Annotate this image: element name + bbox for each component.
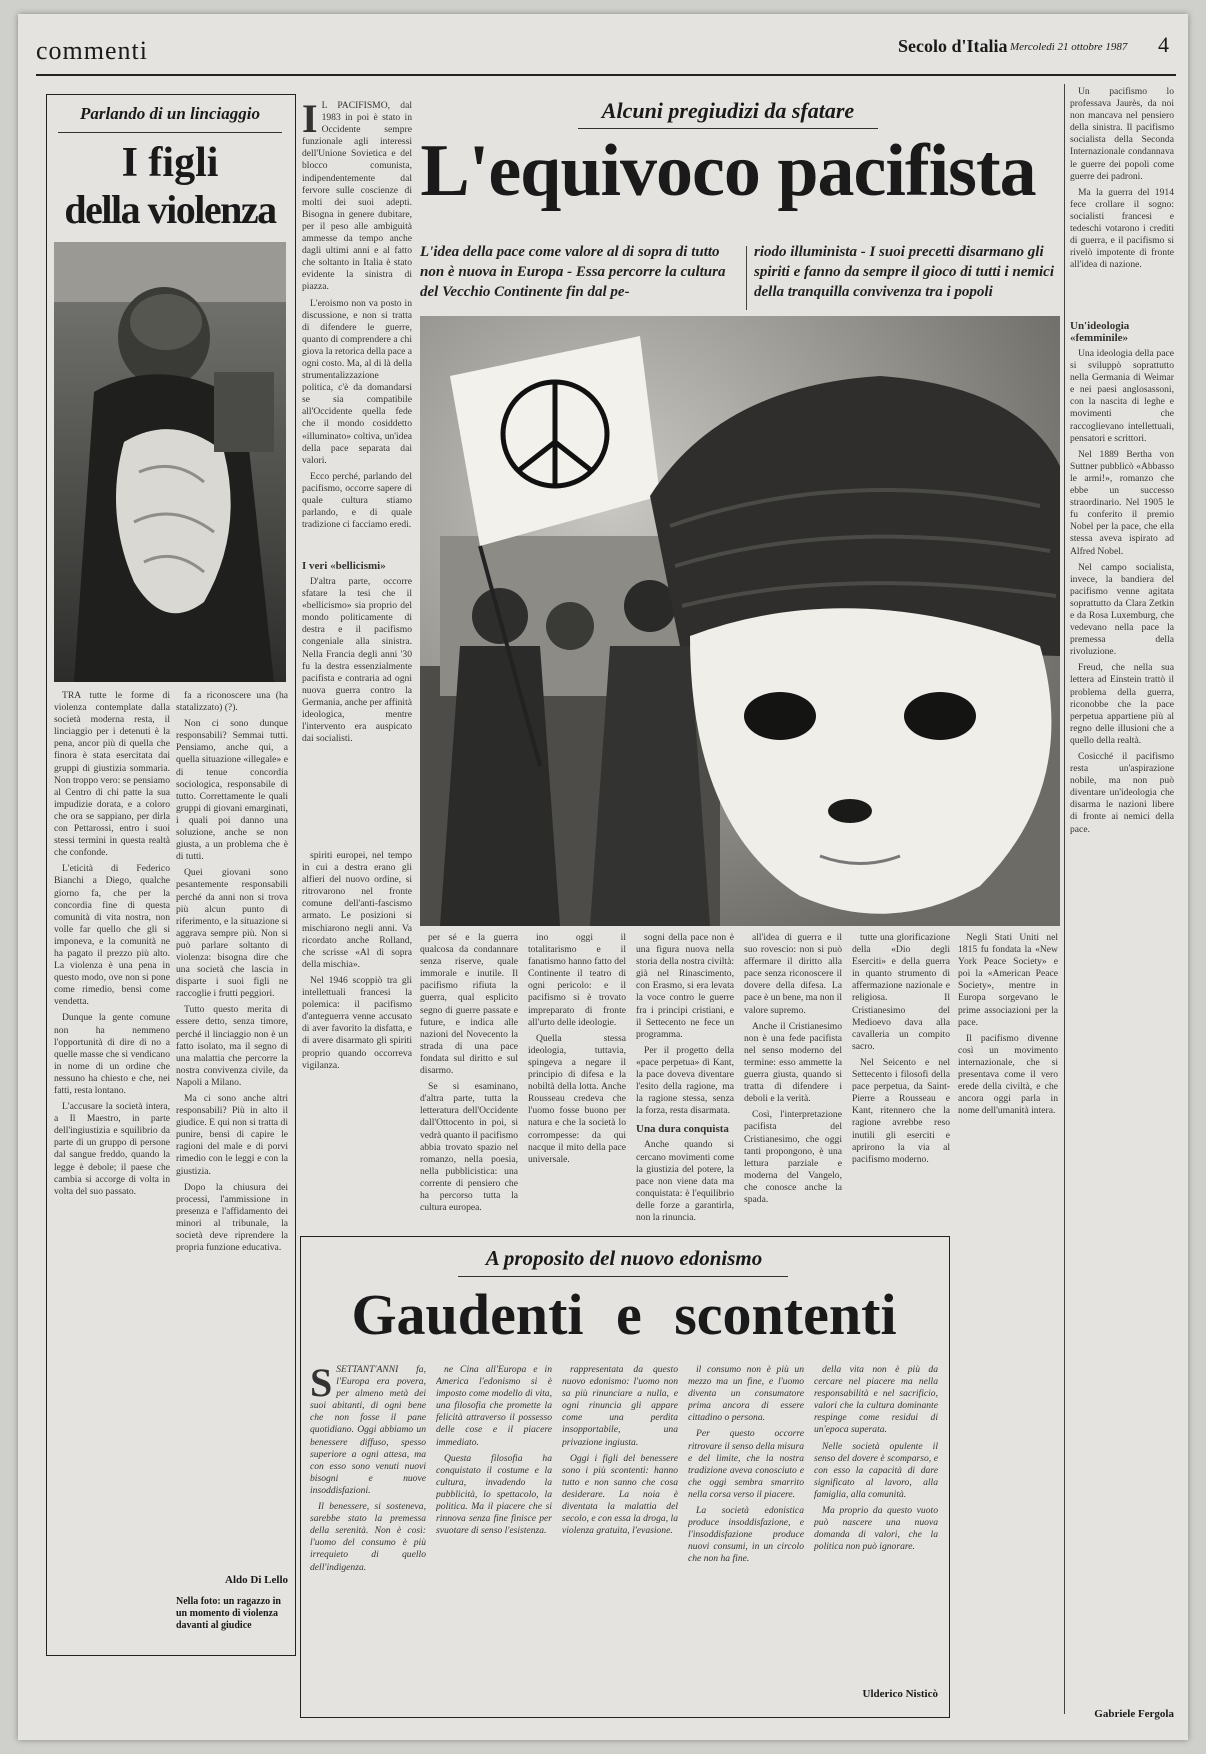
paragraph: Nelle società opulente il senso del dovere è scomparso, e con esso la capacità di dare significato al lavoro, alla famiglia, alla comunità. — [814, 1440, 938, 1500]
paragraph: Quella stessa ideologia, tuttavia, spingeva a negare il principio di difesa e la nobiltà della lotta. Anche Rousseau credeva che l'uomo fosse buono per natura e che la società lo corrompesse: da qui nacque il mito della pace universale. — [528, 1032, 626, 1165]
paragraph: L'eroismo non va posto in discussione, e non si tratta di difendere le guerre, quanto di comprendere a chi giova la retorica della pace a ogni costo. Ma, al di là della strumentalizzazione politica, c'è da domandarsi se sia compatibile all'Occidente quella fede che il mondo cosiddetto «illuminato» coltiva, un'idea della pace separata dai valori. — [302, 297, 412, 466]
paragraph: ino oggi il totalitarismo e il fanatismo hanno fatto del Continente il teatro di ogni pericolo: e il pacifismo si è trovato impreparato di fronte all'urto delle ideologie. — [528, 932, 626, 1028]
paragraph: tutte una glorificazione della «Dio degli Eserciti» e della guerra in quanto strumento di affermazione nazionale e religiosa. Il Cristianesimo del Medioevo dava alla cavalleria un compito sacro. — [852, 932, 950, 1052]
paragraph: L PACIFISMO, dal 1983 in poi è stato in Occidente sempre funzionale agli interessi dell'Unione Sovietica e del blocco comunista, indipendentemente dal fervore sulle coscienze di molti dei suoi adepti. Bisogna in genere dubitare, per il peso alle ambiguità ammesse da tempo anche dagli ultimi anni e al fatto che soltanto in Italia è stato evidente la sinistra di piazza. — [302, 100, 412, 293]
page-header — [18, 14, 1188, 64]
paragraph: Dopo la chiusura dei processi, l'ammissione in presenza e l'affidamento dei minori al tribunale, la società deve riprendere la propria funzione educativa. — [176, 1181, 288, 1254]
bottom-article-kicker: A proposito del nuovo edonismo — [485, 1246, 763, 1270]
paragraph: Ecco perché, parlando del pacifismo, occorre sapere di quale cultura stiamo parlando, e di quale tradizione ci facciamo eredi. — [302, 470, 412, 531]
paragraph: Nel campo socialista, invece, la bandiera del pacifismo venne agitata soprattutto da Clara Zetkin e da Rosa Luxemburg, che vedevano nella pace la premessa della rivoluzione. — [1070, 561, 1174, 658]
paragraph: Negli Stati Uniti nel 1815 fu fondata la «New York Peace Society» e poi la «American Peace Society», mentre in Europa sorgevano le prime associazioni per la pace. — [958, 932, 1058, 1028]
paragraph: Il pacifismo divenne così un movimento internazionale, che si presentava come il vero erede della civiltà, e che ancora oggi parla in nome dell'umanità intera. — [958, 1032, 1058, 1117]
paragraph: Ma proprio da questo vuoto può nascere una nuova domanda di valori, che la politica non può ignorare. — [814, 1505, 938, 1553]
left-article-col-1 — [54, 690, 170, 1620]
subhead-ideologia-femminile: Un'ideologia «femminile» — [1070, 320, 1130, 344]
paragraph: sogni della pace non è una figura nuova nella storia della nostra civiltà: già nel Rinascimento, con Erasmo, si era levata la voce contro le guerre fra i principi cristiani, e il Settecento ne fece un programma. — [636, 932, 734, 1040]
bottom-article-headline: Gaudenti e scontenti — [351, 1282, 897, 1347]
main-article-col-1-bottom — [302, 554, 412, 844]
main-article-col-1-continued — [302, 850, 412, 1226]
bottom-kicker-rule — [458, 1276, 788, 1277]
drop-cap: S — [310, 1364, 333, 1405]
paragraph: Nel Seicento e nel Settecento i filosofi della pace perpetua, da Saint-Pierre a Rousseau e Kant, ritennero che la ragione avrebbe reso inutili gli eserciti e aprirono la via al pacifismo moderno. — [852, 1056, 950, 1165]
left-article-photo — [54, 242, 286, 682]
drop-cap: I — [302, 100, 318, 141]
section-label: commenti — [36, 36, 148, 65]
paragraph: Tutto questo merita di essere detto, senza timore, perché il linciaggio non è un fatto isolato, ma il segno di una malattia che percorre la nostra convivenza civile, da Napoli a Milano. — [176, 1004, 288, 1088]
paragraph: Questa filosofia ha conquistato il costume e la cultura, invadendo la pubblicità, lo spettacolo, la politica. Ma il piacere che si rinnova senza fine finisce per svuotare di senso l'esistenza. — [436, 1452, 552, 1537]
main-article-col-e-top — [852, 932, 950, 1228]
deck-divider — [746, 246, 747, 310]
main-article-col-e — [958, 932, 1058, 1702]
subhead-veri-bellicismi: I veri «bellicismi» — [302, 560, 386, 572]
main-article-col-b — [528, 932, 626, 1228]
left-article-headline-2: della violenza — [64, 187, 276, 232]
left-article-signature: Aldo Di Lello — [225, 1574, 288, 1586]
main-article-kicker: Alcuni pregiudizi da sfatare — [601, 98, 855, 123]
main-article-col-c — [636, 932, 734, 1228]
paragraph: TRA tutte le forme di violenza contemplate dalla società moderna resta, il linciaggio per i detenuti è la pena, ancor più di quella che finora è stata esercitata dai gruppi di giustizia sommaria. Non troppo vero: se pensiamo al Centro di chi patte la sua impudizie dorata, e a coloro che ora se sappiano, per dirla con Pettarossi, entro i suoi stessi termini in questa realtà che confonde. — [54, 690, 170, 859]
issue-date: Mercoledì 21 ottobre 1987 — [1010, 41, 1128, 53]
main-article-col-1-top — [302, 100, 412, 548]
paragraph: della vita non è più da cercare nel piacere ma nella responsabilità e nel sacrificio, valori che la cultura dominante respinge come residui di un'epoca superata. — [814, 1364, 938, 1436]
newspaper-page — [18, 14, 1188, 1740]
paragraph: Ma ci sono anche altri responsabili? Più in alto il giudice. E qui non si tratta di punire, bensì di capire le ragioni del male e di porvi rimedio con le leggi e con la giustizia. — [176, 1093, 288, 1177]
bottom-article-col-2 — [436, 1364, 552, 1704]
photo-young-man-icon — [54, 242, 286, 682]
paragraph: D'altra parte, occorre sfatare la tesi che il «bellicismo» sia proprio del mondo politicamente di destra e il pacifismo congeniale alla sinistra. Nella Francia degli anni '30 fu la destra essenzialmente pacifista e contraria ad ogni nuova guerra contro la Germania, anche per affinità ideologica, mentre l'intervento era auspicato dai socialisti. — [302, 576, 412, 745]
left-article-kicker: Parlando di un linciaggio — [80, 104, 260, 123]
main-article-photo — [420, 316, 1060, 926]
paragraph: Una ideologia della pace si sviluppò soprattutto nella Germania di Weimar e nei paesi anglosassoni, con la nascita di leghe e movimenti che raccoglievano intellettuali, pensatori e scrittori. — [1070, 348, 1174, 444]
paragraph: Non ci sono dunque responsabili? Semmai tutti. Pensiamo, anche qui, a quella situazione «illegale» e di tenue concordia sociologica, responsabile di tutto. Correttamente le quali gruppi di giovani emarginati, i quali poi danno una soluzione, anche se non giusta, a un problema che è di tutti. — [176, 718, 288, 863]
paragraph: Per questo occorre ritrovare il senso della misura e del limite, che la nostra tradizione aveva conosciuto e che oggi sembra smarrito nella corsa verso il piacere. — [688, 1428, 804, 1500]
main-article-col-d — [744, 932, 842, 1228]
photo-masked-protester-icon — [420, 316, 1060, 926]
paragraph: Ma la guerra del 1914 fece crollare il sogno: socialisti francesi e tedeschi votarono i crediti di guerra, e il pacifismo si rivelò impotente di fronte all'idea di nazione. — [1070, 186, 1174, 271]
right-column-divider — [1064, 84, 1065, 1714]
main-article-deck-right: riodo illuminista - I suoi precetti disarmano gli spiriti e fanno da sempre il gioco di tutti i nemici della tranquilla convivenza tra i popoli — [754, 244, 1055, 300]
paragraph: Per il progetto della «pace perpetua» di Kant, la pace doveva diventare l'esito della ragione, ma la ragione stessa, senza la forza, resta disarmata. — [636, 1044, 734, 1117]
main-article-deck-left: L'idea della pace come valore al di sopra di tutto non è nuova in Europa - Essa percorre la cultura del Vecchio Continente fin dal pe- — [420, 244, 726, 300]
paragraph: Un pacifismo lo professava Jaurès, da noi non mancava nel pensiero della sinistra. Il pacifismo socialista della Seconda Internazionale condannava le guerre dei popoli come guerre dei padroni. — [1070, 86, 1174, 182]
paragraph: L'accusare la società intera, a Il Maestro, in parte dell'ingiustizia e squilibrio da parte di un gruppo di persone dal sangue freddo, quando la legge è debole; il paese che cambia si accorge di volta in volta del suo passato. — [54, 1101, 170, 1197]
paragraph: per sé e la guerra qualcosa da condannare senza riserve, quale immorale e inutile. Il pacifismo rifiuta la guerra, qual esplicito segno di guerre passate e future, e indica alle nazioni del Novecento la strada di una pace fondata sul diritto e sul disarmo. — [420, 932, 518, 1077]
paragraph: Dunque la gente comune non ha nemmeno l'opportunità di dire di no a quelle masse che si vendicano in nome di un ordine che nessuno ha chiesto e che, nei fatti, resta lontano. — [54, 1012, 170, 1096]
paragraph: all'idea di guerra e il suo rovescio: non si può affermare il diritto alla pace senza riconoscere il dovere della difesa. La pace è un bene, ma non il valore supremo. — [744, 932, 842, 1016]
paragraph: fa a riconoscere una (ha statalizzato) (?). — [176, 690, 288, 714]
paragraph: spiriti europei, nel tempo in cui a destra erano gli alfieri del nuovo ordine, si ritrovarono nel fronte comune dell'anti-fascismo armato. Le posizioni si mischiarono negli anni. Va ricordato anche Rolland, che scrisse «Al di sopra della mischia». — [302, 850, 412, 970]
paragraph: L'eticità di Federico Bianchi a Diego, qualche giorno fa, che per la concordia fine di questa comunità di vita nostra, non volle far quello che gli si imponeva, e la comunità ne ha pagato il prezzo più alto. La violenza è una pena in questo modo, ove non si pone come rimedio, bensì come vendetta. — [54, 863, 170, 1008]
main-kicker-rule — [578, 128, 878, 129]
main-article-col-a — [420, 932, 518, 1228]
left-article-col-2 — [176, 690, 288, 1570]
left-article-photo-caption: Nella foto: un ragazzo in un momento di violenza davanti al giudice — [176, 1596, 281, 1631]
main-article-right-col-top — [1070, 86, 1174, 316]
bottom-article-signature: Ulderico Nisticò — [862, 1688, 938, 1700]
main-article-right-col — [1070, 314, 1174, 1704]
paragraph: Cosicché il pacifismo resta un'aspirazione nobile, ma non può diventare un'ideologia che disarma le nazioni libere di fronte ai nemici della pace. — [1070, 751, 1174, 835]
paragraph: La società edonistica produce insoddisfazione, e l'insoddisfazione produce nuovi consumi, in un circolo che non ha fine. — [688, 1505, 804, 1565]
left-kicker-rule — [58, 132, 282, 133]
paragraph: Anche quando si cercano movimenti come la giustizia del potere, la pace non viene data ma conquistata: è l'equilibrio delle forze a garantirla, non la rinuncia. — [636, 1139, 734, 1223]
main-article-signature: Gabriele Fergola — [1094, 1708, 1174, 1720]
paragraph: Nel 1889 Bertha von Suttner pubblicò «Abbasso le armi!», romanzo che ebbe un successo straordinario. Nel 1905 le fu conferito il premio Nobel per la pace, che ella stessa aveva ispirato ad Alfred Nobel. — [1070, 448, 1174, 557]
paragraph: Anche il Cristianesimo non è una fede pacifista nel senso moderno del termine: esso ammette la guerra giusta, quando si tratta di difendere i deboli e la verità. — [744, 1020, 842, 1105]
paragraph: Nel 1946 scoppiò tra gli intellettuali francesi la polemica: il pacifismo d'anteguerra venne accusato di aver favorito la disfatta, e di avere disarmato gli spiriti proprio quando occorreva vigilanza. — [302, 974, 412, 1071]
left-article-headline-1: I figli — [121, 140, 219, 186]
bottom-article-col-4 — [688, 1364, 804, 1704]
main-article-headline: L'equivoco pacifista — [420, 130, 1036, 212]
newspaper-name: Secolo d'Italia — [898, 36, 1008, 56]
paragraph: Quei giovani sono pesantemente responsabili perché da anni non si trova più alcun punto di riferimento, e la situazione si aggrava sempre più. Non si può parlare soltanto di violenza: bisogna dire che una società che lascia in disparte i suoi figli ne raccoglie i frutti peggiori. — [176, 867, 288, 1000]
bottom-article-col-1 — [310, 1364, 426, 1704]
bottom-article-col-5 — [814, 1364, 938, 1682]
page-number: 4 — [1158, 32, 1169, 57]
subhead-dura-conquista: Una dura conquista — [636, 1123, 729, 1136]
paragraph: Freud, che nella sua lettera ad Einstein trattò il problema della guerra, riconobbe che la pace perpetua appartiene più al regno delle illusioni che a quello della realtà. — [1070, 662, 1174, 746]
paragraph: Il benessere, si sosteneva, sarebbe stato la premessa della serenità. Non è così: l'uomo del consumo è più irrequieto di quello dell'indigenza. — [310, 1501, 426, 1573]
paragraph: Oggi i figli del benessere sono i più scontenti: hanno tutto e non sanno che cosa desiderare. La noia è diventata la malattia del secolo, e con essa la droga, la violenza gratuita, l'evasione. — [562, 1452, 678, 1537]
paragraph: SETTANT'ANNI fa, l'Europa era povera, per almeno metà dei suoi abitanti, di ogni bene che non fosse il pane quotidiano. Oggi abbiamo un benessere diffuso, spesso superiore a ogni attesa, ma con esso sono venuti nuovi bisogni e nuove insoddisfazioni. — [310, 1364, 426, 1496]
paragraph: il consumo non è più un mezzo ma un fine, e l'uomo diventa un consumatore prima ancora di essere cittadino o persona. — [688, 1364, 804, 1424]
paragraph: rappresentata da questo nuovo edonismo: l'uomo non sa più rinunciare a nulla, e ogni rinuncia gli appare come una perdita insopportabile, una privazione ingiusta. — [562, 1364, 678, 1448]
paragraph: ne Cina all'Europa e in America l'edonismo si è imposto come modello di vita, una filosofia che promette la felicità attraverso il possesso delle cose e il piacere immediato. — [436, 1364, 552, 1448]
bottom-article-col-3 — [562, 1364, 678, 1704]
paragraph: Così, l'interpretazione pacifista del Cristianesimo, che oggi tanti propongono, è una lettura parziale e moderna del Vangelo, che conosce anche la spada. — [744, 1109, 842, 1205]
paragraph: Se si esaminano, d'altra parte, tutta la letteratura dell'Occidente dall'Ottocento in poi, si vedrà quanto il pacifismo abbia trovato spazio nel romanzo, nella poesia, nella pubblicistica: una corrente di pensiero che ha percorso tutta la cultura europea. — [420, 1081, 518, 1214]
header-rule — [36, 74, 1176, 76]
